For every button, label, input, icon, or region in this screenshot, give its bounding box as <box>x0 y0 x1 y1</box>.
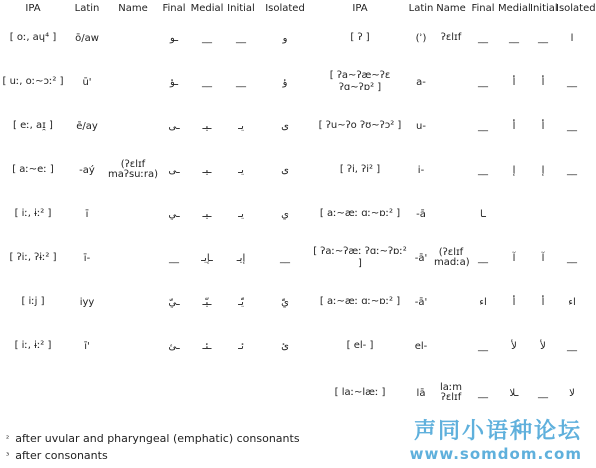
table-cell <box>108 60 158 104</box>
table-cell <box>434 192 468 236</box>
col-header: Name <box>118 2 148 14</box>
table-cell: [ ʔa~ʔæ~ʔɛ ʔɑ~ʔɒ² ] <box>329 70 391 93</box>
table-cell: [ laː~læː ] <box>334 387 386 398</box>
table-cell: ـيـ <box>202 208 212 220</box>
watermark-url: www.somdom.com <box>409 445 582 463</box>
table-cell: ـئ <box>168 340 180 352</box>
table-cell: يـ <box>238 164 244 176</box>
table-cell: [ ʔiː, ʔɨː² ] <box>9 252 57 263</box>
table-cell: [ ʔ ] <box>350 32 370 43</box>
table-cell: [ el- ] <box>346 340 374 351</box>
table-cell: إ <box>541 164 545 176</box>
table-cell: __ <box>478 252 488 264</box>
table-cell: __ <box>567 340 577 352</box>
footnotes <box>6 430 300 464</box>
table-cell: [ iːj ] <box>21 296 45 307</box>
table-cell: ى <box>281 164 289 176</box>
table-cell: أ <box>541 296 545 308</box>
col-header: Initial <box>530 2 558 14</box>
table-cell: لأ <box>511 340 517 352</box>
watermark-text: 声同小语种论坛 <box>413 419 582 444</box>
table-cell <box>108 16 158 60</box>
table-cell: ē/ay <box>76 120 98 132</box>
table-cell: ي <box>281 208 289 220</box>
table-cell: __ <box>478 387 488 399</box>
table-cell: (ʾ) <box>415 32 427 44</box>
table-cell: [ ʔu~ʔo ʔʊ~ʔɔ² ] <box>318 120 402 131</box>
table-cell: el- <box>414 340 428 352</box>
col-header: Isolated <box>265 2 305 14</box>
table-cell: أ <box>541 76 545 88</box>
table-cell <box>434 148 468 192</box>
col-header: Initial <box>227 2 255 14</box>
table-cell: إيـ <box>236 252 246 264</box>
table-row <box>0 280 588 324</box>
table-cell: ū' <box>82 76 92 88</box>
table-cell: ō/aw <box>75 32 99 44</box>
table-row <box>0 148 588 192</box>
table-cell: يّ <box>281 296 289 308</box>
table-cell: __ <box>567 252 577 264</box>
col-header: Isolated <box>556 2 596 14</box>
col-header: Final <box>471 2 495 14</box>
table-cell: [ uː, oː~ɔː² ] <box>2 76 64 87</box>
table-cell: iyy <box>79 296 95 308</box>
table-cell <box>434 104 468 148</box>
table-row <box>0 324 588 368</box>
table-row <box>0 192 588 236</box>
table-cell: ـإيـ <box>201 252 213 264</box>
table-row <box>0 368 588 418</box>
table-cell: ـئـ <box>202 340 212 352</box>
table-cell: __ <box>567 164 577 176</box>
table-row <box>0 104 588 148</box>
table-cell: (ʔɛlɪf madːa) <box>434 247 470 268</box>
table-cell: أ <box>512 76 516 88</box>
table-cell: laːm ʔɛlɪf <box>439 382 463 403</box>
table-cell <box>108 324 158 368</box>
table-cell: ـيّـ <box>202 296 212 308</box>
table-cell: [ ʔi, ʔi² ] <box>339 164 381 175</box>
table-cell <box>0 368 66 418</box>
table-cell <box>258 368 312 418</box>
table-cell: __ <box>538 32 548 44</box>
table-cell <box>434 324 468 368</box>
col-header: Name <box>436 2 466 14</box>
table-cell: __ <box>202 76 212 88</box>
header-row <box>0 0 588 16</box>
table-cell: ـيـ <box>202 120 212 132</box>
table-cell: أ <box>512 296 516 308</box>
table-cell <box>108 236 158 280</box>
table-cell: آ <box>512 252 516 264</box>
table-cell: __ <box>538 387 548 399</box>
table-cell: -aý <box>79 164 95 176</box>
table-cell <box>66 368 108 418</box>
table-cell <box>224 368 258 418</box>
table-cell: [ iː, ɨː² ] <box>14 340 52 351</box>
table-cell: [ aː~æː ɑː~ɒː² ] <box>319 296 401 307</box>
table-cell: __ <box>478 164 488 176</box>
table-cell: ـؤ <box>169 76 179 88</box>
table-cell: ـى <box>168 120 180 132</box>
table-cell: -ā <box>416 208 426 220</box>
col-header: Latin <box>408 2 434 14</box>
table-cell <box>498 192 530 236</box>
table-cell <box>108 104 158 148</box>
table-cell: [ eː, aɪ̯ ] <box>13 120 53 131</box>
table-cell: ī <box>85 208 89 220</box>
table-cell: لأ <box>540 340 546 352</box>
table-cell: أ <box>512 120 516 132</box>
table-cell: ī' <box>84 340 90 352</box>
table-cell: __ <box>478 340 488 352</box>
col-header: Final <box>162 2 186 14</box>
table-row <box>0 236 588 280</box>
table-row <box>0 16 588 60</box>
table-cell: إ <box>512 164 516 176</box>
table-cell: يـ <box>238 120 244 132</box>
table-cell: __ <box>567 120 577 132</box>
table-cell <box>434 280 468 324</box>
table-cell <box>108 192 158 236</box>
watermark <box>410 414 582 463</box>
table-cell <box>108 280 158 324</box>
table-cell: ؤ <box>282 76 288 88</box>
table-cell: u- <box>416 120 426 132</box>
table-cell: ئ <box>281 340 289 352</box>
table-cell <box>556 192 588 236</box>
table-cell: ـى <box>168 164 180 176</box>
table-cell: ـيـ <box>202 164 212 176</box>
table-cell: ـا <box>480 208 486 220</box>
table-cell: لا <box>569 387 575 399</box>
table-cell: __ <box>509 32 519 44</box>
table-cell: يـ <box>238 208 244 220</box>
table-cell: [ aː~eː ] <box>12 164 54 175</box>
table-cell: ى <box>281 120 289 132</box>
table-cell: a- <box>416 76 426 88</box>
table-cell: ـي <box>168 208 180 220</box>
footnote: $^{^3}$ after consonants <box>6 449 108 462</box>
table-cell: أ <box>541 120 545 132</box>
table-cell: i- <box>417 164 425 176</box>
col-header: IPA <box>25 2 41 14</box>
table-cell <box>190 368 224 418</box>
table-cell: يّـ <box>238 296 244 308</box>
table-cell: آ <box>541 252 545 264</box>
col-header: Medial <box>190 2 224 14</box>
table-cell: __ <box>478 120 488 132</box>
table-cell: __ <box>169 252 179 264</box>
table-cell <box>108 368 158 418</box>
table-cell: -ā' <box>414 296 428 308</box>
table-cell: __ <box>567 76 577 88</box>
table-cell: __ <box>478 76 488 88</box>
table-cell: __ <box>236 76 246 88</box>
table-cell: [ oː, aɥ⁴ ] <box>9 32 57 43</box>
table-cell <box>530 192 556 236</box>
table-row <box>0 60 588 104</box>
table-cell: __ <box>202 32 212 44</box>
table-cell: [ iː, ɨː² ] <box>14 208 52 219</box>
table-cell: lā <box>416 387 426 399</box>
table-cell: اء <box>568 296 576 308</box>
table-cell <box>434 60 468 104</box>
table-cell: ـلا <box>509 387 519 399</box>
table-cell: ـو <box>169 32 179 44</box>
col-header: Medial <box>498 2 531 14</box>
table-cell: ī- <box>83 252 91 264</box>
footnote: $^{^2}$ after uvular and pharyngeal (emphatic) consonants <box>6 432 300 445</box>
table-cell <box>158 368 190 418</box>
table-cell: (ʔɛlɪf maʔsuːra) <box>108 159 159 180</box>
table-cell: اء <box>479 296 487 308</box>
col-header: IPA <box>352 2 368 14</box>
table-cell: __ <box>280 252 290 264</box>
table-cell: ʔɛlɪf <box>440 32 462 43</box>
table-cell: ئـ <box>238 340 244 352</box>
col-header: Latin <box>74 2 100 14</box>
table-cell: ا <box>570 32 574 44</box>
table-cell: -ā' <box>414 252 428 264</box>
table-cell: و <box>282 32 288 44</box>
table-cell: [ ʔaː~ʔæː ʔɑː~ʔɒː² ] <box>313 246 407 269</box>
table-cell: [ aː~æː ɑː~ɒː² ] <box>319 208 401 219</box>
table-cell: ـيّ <box>168 296 180 308</box>
table-cell: __ <box>236 32 246 44</box>
table-cell: __ <box>478 32 488 44</box>
